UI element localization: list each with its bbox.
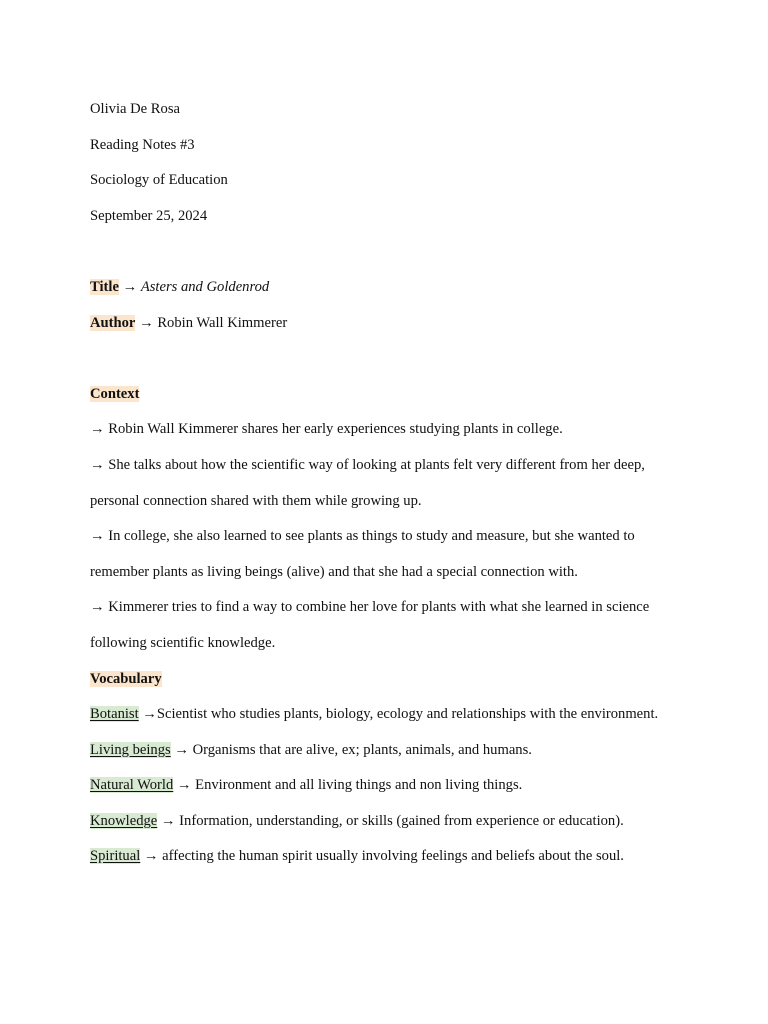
vocabulary-definition: → Environment and all living things and non living things. xyxy=(173,777,523,794)
author-line xyxy=(90,306,710,342)
book-title: Asters and Goldenrod xyxy=(140,278,270,295)
vocabulary-definition: → Organisms that are alive, ex; plants, animals, and humans. xyxy=(170,741,532,758)
course-name: Sociology of Education xyxy=(90,172,228,189)
vocabulary-heading-line xyxy=(90,662,710,698)
context-line: remember plants as living beings (alive) and that she had a special connection with. xyxy=(90,563,578,580)
context-line: following scientific knowledge. xyxy=(90,634,276,651)
context-heading-line xyxy=(90,377,710,413)
context-line: → Robin Wall Kimmerer shares her early experiences studying plants in college. xyxy=(90,421,563,438)
vocabulary-item xyxy=(90,804,710,840)
title-arrow: → xyxy=(122,278,138,295)
author-name: Robin Wall Kimmerer xyxy=(157,314,288,331)
vocabulary-term: Natural World xyxy=(90,777,174,794)
spacer xyxy=(90,341,710,377)
vocabulary-term: Spiritual xyxy=(90,848,141,865)
student-name: Olivia De Rosa xyxy=(90,101,180,117)
vocabulary-item xyxy=(90,733,710,769)
vocabulary-term: Botanist xyxy=(90,706,139,723)
context-line: → Kimmerer tries to find a way to combine her love for plants with what she learned in science xyxy=(90,599,650,616)
vocabulary-item xyxy=(90,768,710,804)
spacer xyxy=(90,234,710,270)
context-line: personal connection shared with them while growing up. xyxy=(90,492,422,509)
vocabulary-term: Living beings xyxy=(90,741,171,758)
title-label: Title xyxy=(90,278,119,295)
vocabulary-item xyxy=(90,839,710,875)
title-line xyxy=(90,270,710,306)
vocabulary-definition: → affecting the human spirit usually involving feelings and beliefs about the soul. xyxy=(140,848,624,865)
author-label: Author xyxy=(90,314,136,331)
document-page xyxy=(90,92,710,875)
vocabulary-term: Knowledge xyxy=(90,812,158,829)
vocabulary-definition: → Information, understanding, or skills (gained from experience or education). xyxy=(157,812,624,829)
document-date: September 25, 2024 xyxy=(90,207,208,224)
context-line: → In college, she also learned to see plants as things to study and measure, but she wanted to xyxy=(90,528,635,545)
author-arrow: → xyxy=(139,314,154,331)
vocabulary-heading: Vocabulary xyxy=(90,670,162,687)
vocabulary-definition: →Scientist who studies plants, biology, ecology and relationships with the environment. xyxy=(138,706,659,723)
vocabulary-item xyxy=(90,697,710,733)
context-line: → She talks about how the scientific way of looking at plants felt very different from her deep, xyxy=(90,456,645,473)
context-heading: Context xyxy=(90,385,140,402)
assignment-title: Reading Notes #3 xyxy=(90,136,195,153)
